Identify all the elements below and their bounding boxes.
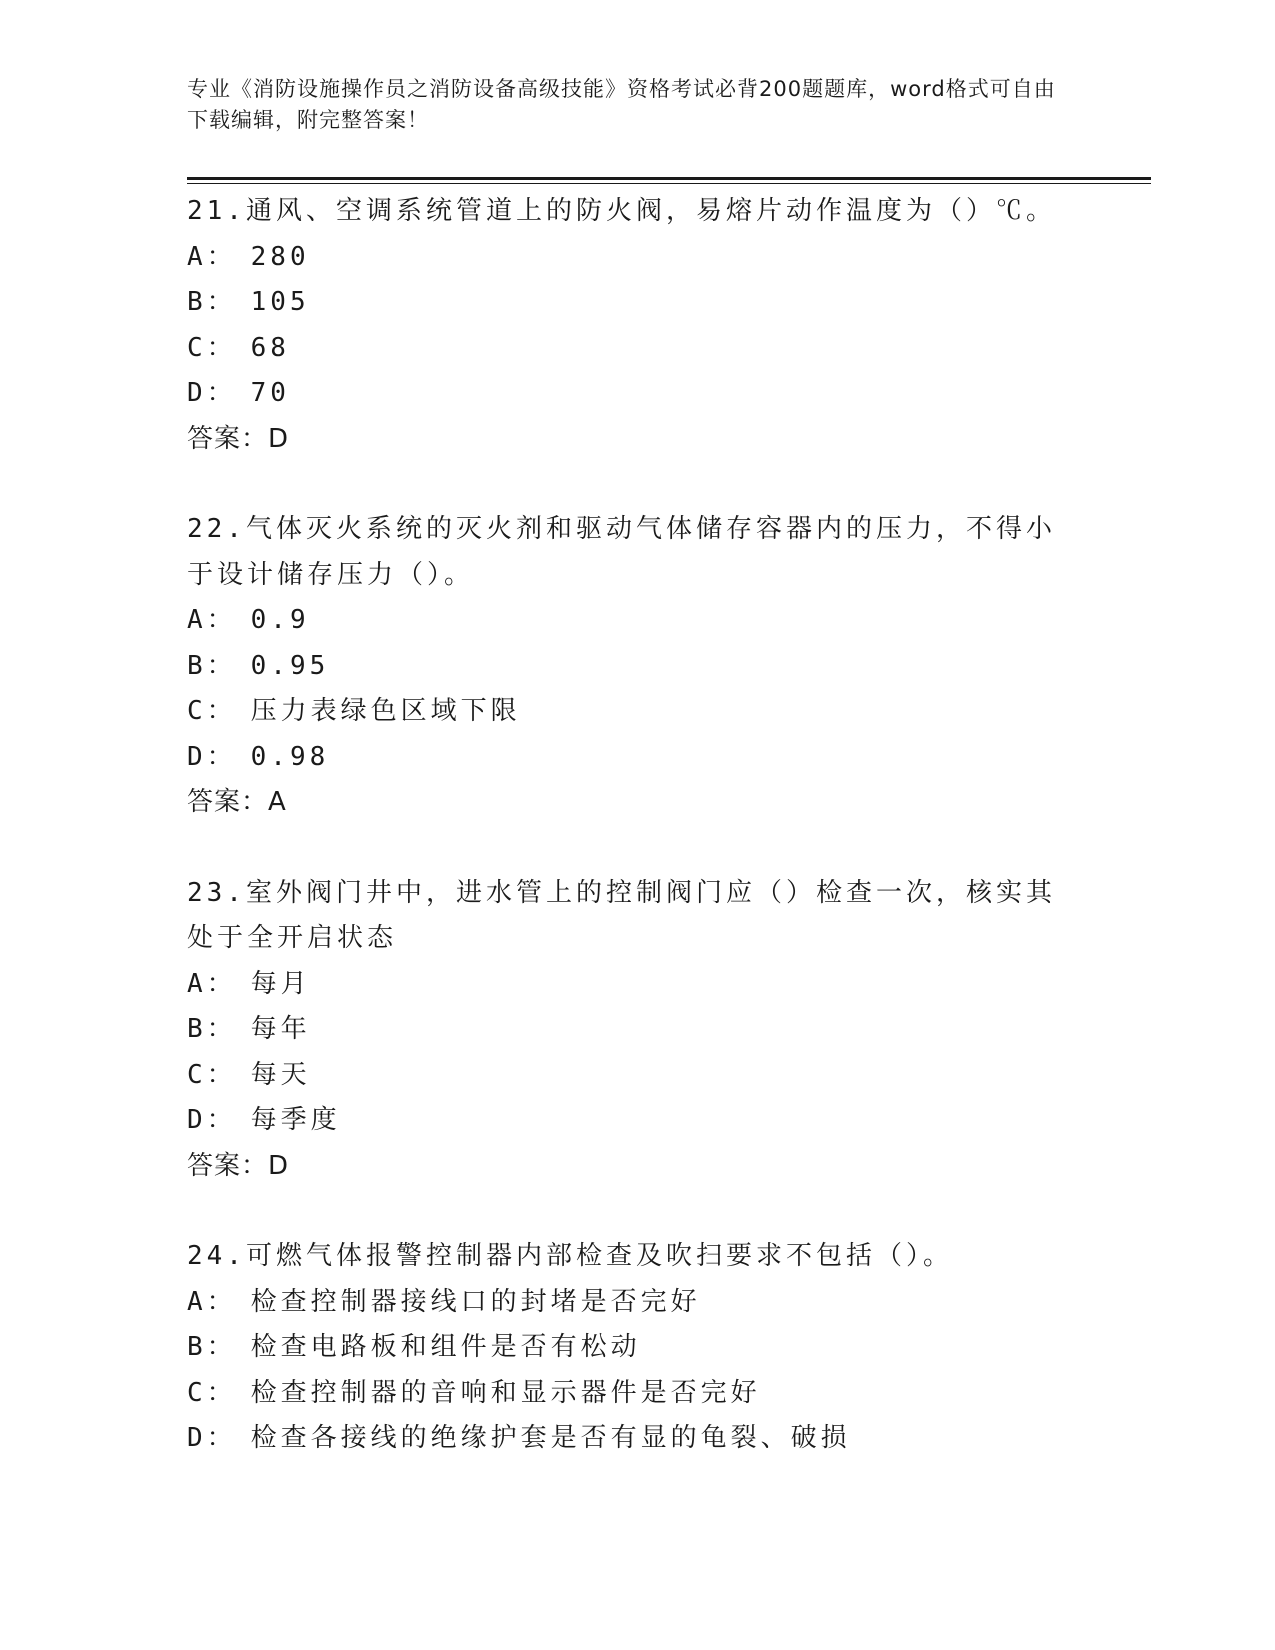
option-c xyxy=(187,689,1067,735)
question-text: 21.通风、空调系统管道上的防火阀，易熔片动作温度为（）℃。 xyxy=(187,196,1056,226)
option-text: 0.95 xyxy=(250,650,330,681)
option-b xyxy=(187,1007,1067,1053)
option-text: 每季度 xyxy=(250,1105,341,1135)
option-letter: A： xyxy=(187,605,237,635)
option-text: 检查各接线的绝缘护套是否有显的龟裂、破损 xyxy=(250,1423,851,1453)
option-c xyxy=(187,326,1067,372)
option-letter: B： xyxy=(187,1332,237,1362)
option-text: 每年 xyxy=(250,1014,311,1044)
answer-line: 答案：A xyxy=(187,787,287,817)
option-c xyxy=(187,1053,1067,1099)
option-d xyxy=(187,735,1067,781)
option-text: 105 xyxy=(250,287,310,317)
option-d xyxy=(187,1416,1067,1462)
option-d xyxy=(187,371,1067,417)
option-c xyxy=(187,1371,1067,1417)
option-text: 280 xyxy=(250,241,310,272)
option-b xyxy=(187,280,1067,326)
answer-line: 答案：D xyxy=(187,423,290,454)
option-letter: D： xyxy=(187,1105,237,1135)
question-list xyxy=(187,189,1067,1507)
option-letter: B： xyxy=(187,650,237,681)
option-b xyxy=(187,644,1067,690)
header-divider-thick xyxy=(187,177,1151,180)
question-23 xyxy=(187,871,1067,1190)
option-text: 检查控制器接线口的封堵是否完好 xyxy=(250,1286,701,1317)
option-text: 70 xyxy=(250,378,290,408)
option-text: 每月 xyxy=(250,968,311,999)
option-letter: C： xyxy=(187,1059,237,1090)
answer-line: 答案：D xyxy=(187,1150,290,1181)
option-text: 0.9 xyxy=(250,605,310,635)
header-divider-thin xyxy=(187,183,1151,184)
question-21 xyxy=(187,189,1067,462)
question-24 xyxy=(187,1234,1067,1462)
option-text: 压力表绿色区域下限 xyxy=(250,696,521,726)
option-text: 检查电路板和组件是否有松动 xyxy=(250,1332,641,1362)
option-letter: D： xyxy=(187,1423,237,1453)
question-text: 23.室外阀门井中，进水管上的控制阀门应（）检查一次，核实其处于全开启状态 xyxy=(187,877,1056,953)
option-letter: B： xyxy=(187,287,237,317)
option-a xyxy=(187,235,1067,281)
option-text: 每天 xyxy=(250,1059,311,1090)
option-letter: A： xyxy=(187,241,237,272)
option-text: 检查控制器的音响和显示器件是否完好 xyxy=(250,1377,761,1408)
option-letter: B： xyxy=(187,1014,237,1044)
option-letter: A： xyxy=(187,1286,237,1317)
option-d xyxy=(187,1098,1067,1144)
option-letter: D： xyxy=(187,741,237,772)
option-letter: C： xyxy=(187,696,237,726)
question-22 xyxy=(187,507,1067,826)
option-letter: D： xyxy=(187,378,237,408)
question-text: 22.气体灭火系统的灭火剂和驱动气体储存容器内的压力，不得小于设计储存压力（）。 xyxy=(187,514,1056,590)
option-b xyxy=(187,1325,1067,1371)
option-letter: C： xyxy=(187,1377,237,1408)
question-text: 24.可燃气体报警控制器内部检查及吹扫要求不包括（）。 xyxy=(187,1241,953,1271)
option-a xyxy=(187,598,1067,644)
option-a xyxy=(187,962,1067,1008)
option-letter: A： xyxy=(187,968,237,999)
option-letter: C： xyxy=(187,332,237,363)
option-text: 68 xyxy=(250,332,290,363)
option-text: 0.98 xyxy=(250,741,330,772)
option-a xyxy=(187,1280,1067,1326)
document-header: 专业《消防设施操作员之消防设备高级技能》资格考试必背200题题库，word格式可自由下载编辑，附完整答案！ xyxy=(187,77,1056,132)
